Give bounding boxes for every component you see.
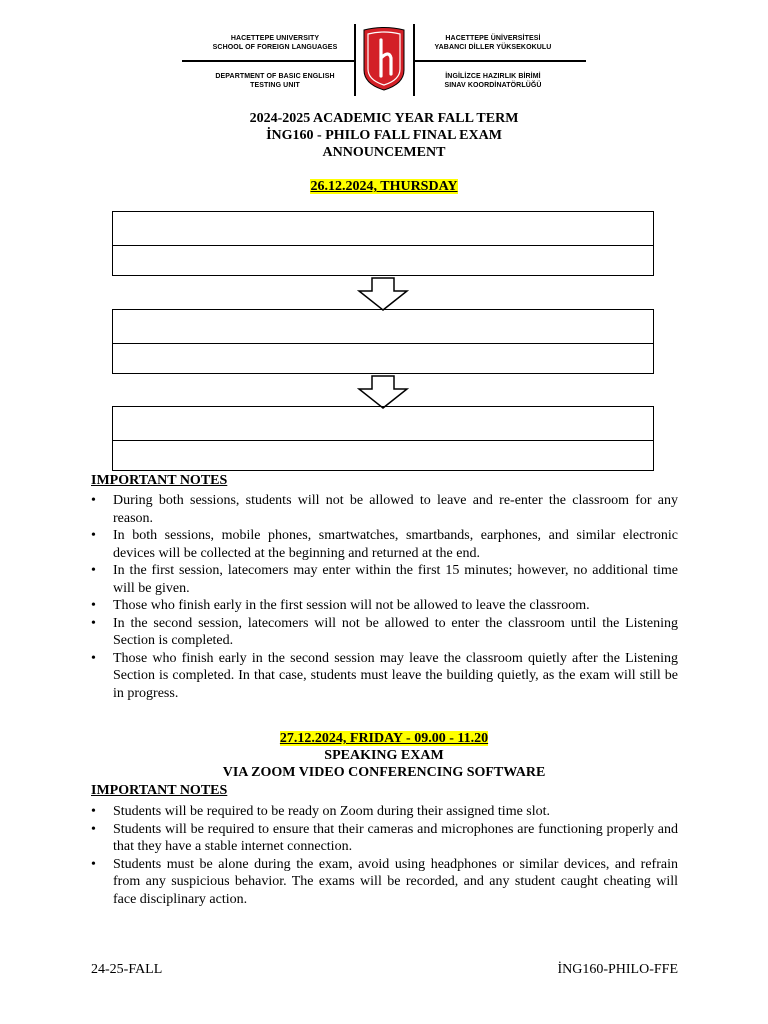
department-name-en: DEPARTMENT OF BASIC ENGLISH TESTING UNIT bbox=[215, 73, 335, 89]
list-item: • Those who finish early in the second session may leave the classroom quietly after the Listening Section is completed. In that case, students must leave the building quietly, as the exam will still be in progress. bbox=[91, 650, 678, 701]
section2-notes-heading: IMPORTANT NOTES bbox=[91, 783, 228, 798]
down-arrow-icon bbox=[357, 375, 409, 409]
header-divider-left bbox=[182, 60, 354, 62]
flow-box-2 bbox=[112, 309, 654, 374]
list-item: • In both sessions, mobile phones, smartwatches, smartbands, earphones, and similar electronic devices will be collected at the beginning and returned at the end. bbox=[91, 528, 678, 561]
section2-line-2: VIA ZOOM VIDEO CONFERENCING SOFTWARE bbox=[222, 765, 546, 780]
header-divider-right bbox=[414, 60, 586, 62]
flow-box-3 bbox=[112, 406, 654, 471]
section1-date: 26.12.2024, THURSDAY bbox=[310, 179, 458, 194]
section2-heading bbox=[0, 730, 768, 781]
section2-line-1: SPEAKING EXAM bbox=[324, 748, 444, 763]
university-name-tr: HACETTEPE ÜNİVERSİTESİ YABANCI DİLLER YÜKSEKOKULU bbox=[434, 35, 552, 51]
footer-right: İNG160-PHILO-FFE bbox=[557, 962, 678, 977]
flow-box-1-divider bbox=[113, 245, 653, 246]
university-logo bbox=[361, 26, 407, 92]
department-name-tr: İNGİLİZCE HAZIRLIK BİRİMİ SINAV KOORDİNATÖRLÜĞÜ bbox=[444, 73, 542, 89]
document-title bbox=[0, 110, 768, 161]
flow-box-1 bbox=[112, 211, 654, 276]
flow-box-3-divider bbox=[113, 440, 653, 441]
list-item: • During both sessions, students will not be allowed to leave and re-enter the classroom for any reason. bbox=[91, 493, 678, 526]
section1-date-row bbox=[0, 178, 768, 195]
title-line-1: 2024-2025 ACADEMIC YEAR FALL TERM bbox=[249, 111, 519, 126]
list-item: • In the second session, latecomers will not be allowed to enter the classroom until the Listening Section is completed. bbox=[91, 615, 678, 648]
header-vertical-line-right bbox=[413, 24, 415, 96]
section1-notes-heading: IMPORTANT NOTES bbox=[91, 473, 228, 488]
university-name-en: HACETTEPE UNIVERSITY SCHOOL OF FOREIGN LANGUAGES bbox=[212, 35, 338, 51]
list-item: • Those who finish early in the first session will not be allowed to leave the classroom. bbox=[91, 598, 590, 613]
list-item: • Students must be alone during the exam, avoid using headphones or similar devices, and refrain from any suspicious behavior. The exams will be recorded, and any student caught cheating will face disciplinary action. bbox=[91, 856, 678, 907]
list-item: • Students will be required to be ready on Zoom during their assigned time slot. bbox=[91, 804, 551, 819]
footer-left: 24-25-FALL bbox=[91, 962, 163, 977]
flow-box-2-divider bbox=[113, 343, 653, 344]
title-line-2: İNG160 - PHILO FALL FINAL EXAM bbox=[266, 128, 502, 143]
title-line-3: ANNOUNCEMENT bbox=[322, 145, 446, 160]
section2-date: 27.12.2024, FRIDAY - 09.00 - 11.20 bbox=[279, 731, 489, 746]
list-item: • Students will be required to ensure that their cameras and microphones are functioning properly and that they have a stable internet connection. bbox=[91, 821, 678, 854]
section1-notes-list bbox=[91, 492, 678, 702]
list-item: • In the first session, latecomers may enter within the first 15 minutes; however, no additional time will be given. bbox=[91, 563, 678, 596]
down-arrow-icon bbox=[357, 277, 409, 311]
header-vertical-line-left bbox=[354, 24, 356, 96]
section2-notes-list bbox=[91, 803, 678, 908]
